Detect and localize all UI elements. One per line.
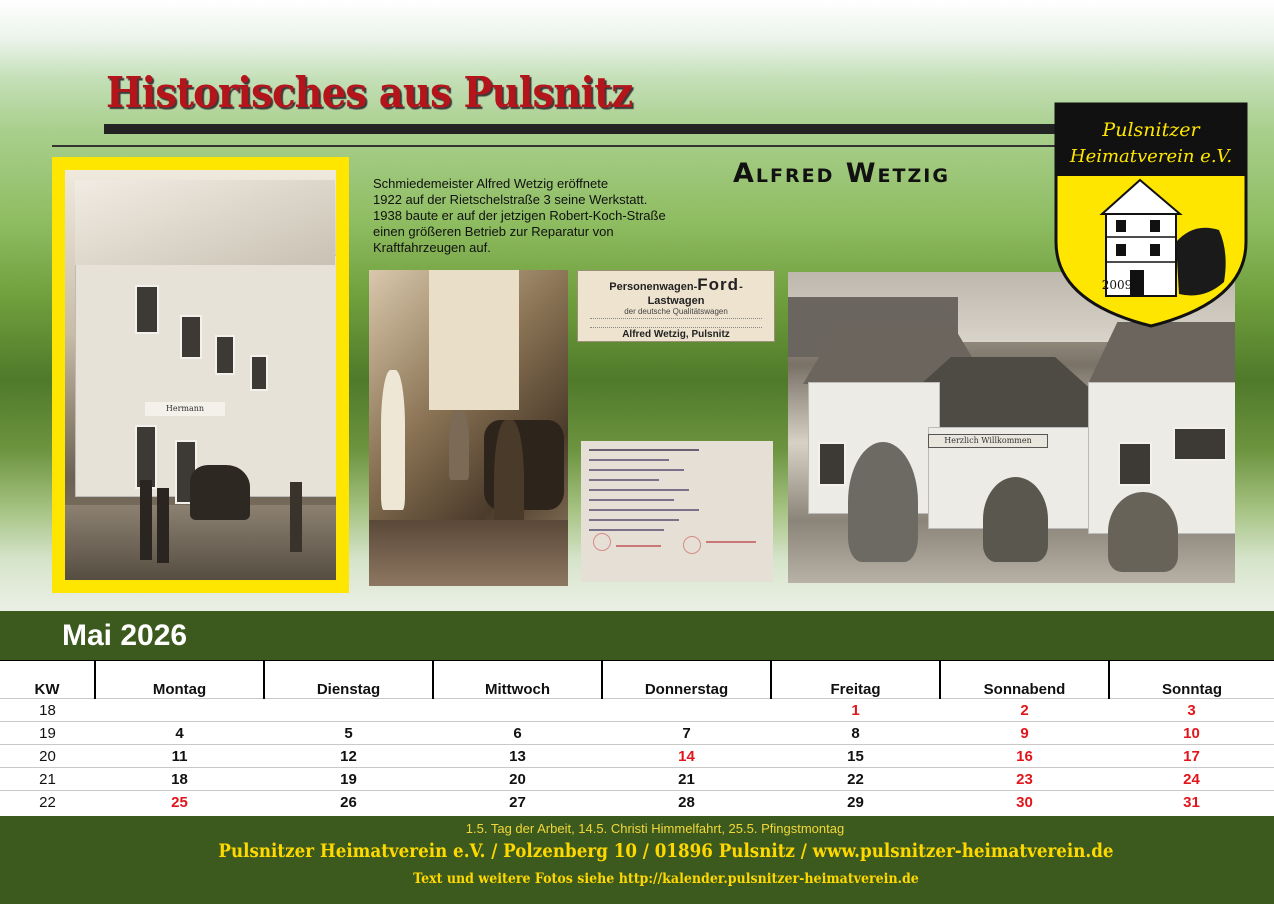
calendar-day-cell (433, 699, 602, 722)
calendar-day-cell: 16 (940, 745, 1109, 768)
calendar-day-cell: 5 (264, 722, 433, 745)
calendar-day-cell: 17 (1109, 745, 1274, 768)
calendar-day-cell: 24 (1109, 768, 1274, 791)
street-photo (65, 170, 336, 580)
heimatverein-logo (1054, 102, 1248, 328)
horse (190, 465, 250, 520)
calendar-day-cell: 20 (433, 768, 602, 791)
footer-weblink: Text und weitere Fotos siehe http://kalender.pulsnitzer-heimatverein.de (413, 871, 919, 887)
header-kw: KW (0, 661, 95, 699)
divider-line (52, 145, 1057, 147)
calendar-header-row (0, 661, 1274, 699)
calendar-day-cell: 21 (602, 768, 771, 791)
calendar-body (0, 699, 1274, 814)
holiday-note: 1.5. Tag der Arbeit, 14.5. Christi Himmelfahrt, 25.5. Pfingstmontag (465, 821, 845, 836)
calendar-day-cell: 4 (95, 722, 264, 745)
ford-advertisement: Personenwagen-Ford-Lastwagen der deutsche Qualitätswagen Alfred Wetzig, Pulsnitz (577, 270, 775, 342)
footer-address: Pulsnitzer Heimatverein e.V. / Polzenberg 10 / 01896 Pulsnitz / www.pulsnitzer-heimatverein.de (218, 840, 1114, 862)
workshop-group-photo (369, 270, 568, 586)
header-montag: Montag (95, 661, 264, 699)
calendar-day-cell (264, 699, 433, 722)
week-number: 21 (0, 768, 95, 791)
calendar-day-cell: 13 (433, 745, 602, 768)
calendar-day-cell: 10 (1109, 722, 1274, 745)
header-sonnabend: Sonnabend (940, 661, 1109, 699)
header-dienstag: Dienstag (264, 661, 433, 699)
calendar-day-cell: 18 (95, 768, 264, 791)
calendar-day-cell: 30 (940, 791, 1109, 814)
header-donnerstag: Donnerstag (602, 661, 771, 699)
calendar-day-cell: 31 (1109, 791, 1274, 814)
svg-text:Heimatverein e.V.: Heimatverein e.V. (1069, 146, 1233, 167)
calendar-week-row (0, 699, 1274, 722)
svg-text:2009: 2009 (1101, 278, 1133, 292)
tree (848, 442, 918, 562)
historic-document (581, 441, 773, 582)
calendar-month: Mai 2026 (62, 619, 188, 652)
calendar-day-cell: 9 (940, 722, 1109, 745)
page-title: Historisches aus Pulsnitz (106, 68, 633, 117)
calendar-day-cell: 23 (940, 768, 1109, 791)
stamp-icon (593, 533, 611, 551)
calendar-day-cell: 8 (771, 722, 940, 745)
calendar-day-cell: 25 (95, 791, 264, 814)
welcome-sign: Herzlich Willkommen (928, 434, 1048, 448)
tree (983, 477, 1048, 562)
header-freitag: Freitag (771, 661, 940, 699)
person-name: Alfred Wetzig (733, 158, 950, 189)
calendar-day-cell: 19 (264, 768, 433, 791)
calendar-day-cell: 22 (771, 768, 940, 791)
calendar-day-cell: 12 (264, 745, 433, 768)
calendar-day-cell: 6 (433, 722, 602, 745)
title-underline (104, 124, 1056, 134)
calendar-band (0, 611, 1274, 660)
calendar-day-cell (602, 699, 771, 722)
calendar-day-cell: 29 (771, 791, 940, 814)
calendar-day-cell: 28 (602, 791, 771, 814)
calendar-grid (0, 660, 1274, 816)
calendar-week-row (0, 768, 1274, 791)
calendar-day-cell: 14 (602, 745, 771, 768)
week-number: 18 (0, 699, 95, 722)
calendar-day-cell: 2 (940, 699, 1109, 722)
shop-sign: Hermann (145, 402, 225, 416)
calendar-day-cell: 1 (771, 699, 940, 722)
week-number: 22 (0, 791, 95, 814)
calendar-week-row (0, 745, 1274, 768)
calendar-day-cell: 27 (433, 791, 602, 814)
calendar-day-cell: 26 (264, 791, 433, 814)
calendar-day-cell: 11 (95, 745, 264, 768)
calendar-day-cell: 7 (602, 722, 771, 745)
intro-text: Schmiedemeister Alfred Wetzig eröffnete 1922 auf der Rietschelstraße 3 seine Werkstatt. 1938 baute er auf der jetzigen Robert-Koch-Straße einen größeren Betrieb zur Reparatur von Kraftfahrzeugen auf. (373, 176, 666, 255)
header-mittwoch: Mittwoch (433, 661, 602, 699)
stamp-icon (683, 536, 701, 554)
calendar-day-cell: 3 (1109, 699, 1274, 722)
calendar-day-cell: 15 (771, 745, 940, 768)
tree (1108, 492, 1178, 572)
header-sonntag: Sonntag (1109, 661, 1274, 699)
svg-text:Pulsnitzer: Pulsnitzer (1102, 119, 1200, 141)
calendar-day-cell (95, 699, 264, 722)
week-number: 20 (0, 745, 95, 768)
calendar-week-row (0, 791, 1274, 814)
coat-of-arms-icon (1054, 102, 1248, 328)
calendar-table (0, 660, 1274, 813)
calendar-week-row (0, 722, 1274, 745)
week-number: 19 (0, 722, 95, 745)
